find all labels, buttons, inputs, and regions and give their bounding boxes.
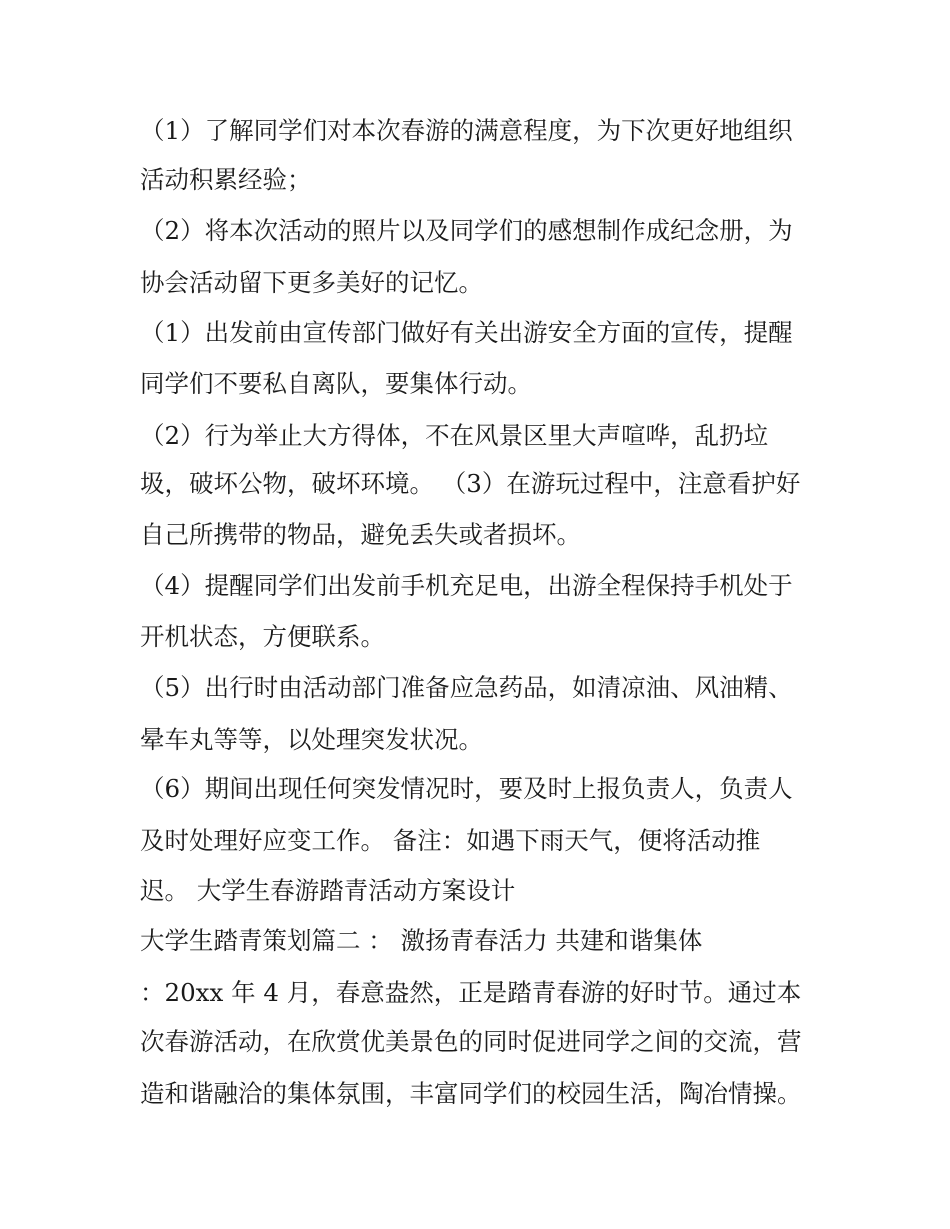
text-line: （1）出发前由宣传部门做好有关出游安全方面的宣传，提醒 bbox=[140, 318, 793, 347]
text-line: ：20xx 年 4 月，春意盎然，正是踏青春游的好时节。通过本 bbox=[140, 978, 802, 1007]
text-line: 开机状态，方便联系。 bbox=[140, 622, 385, 651]
text-line: （6）期间出现任何突发情况时，要及时上报负责人，负责人 bbox=[140, 774, 793, 803]
text-line: （1）了解同学们对本次春游的满意程度，为下次更好地组织 bbox=[140, 116, 793, 145]
text-line: 圾，破坏公物，破坏环境。 （3）在游玩过程中，注意看护好 bbox=[140, 469, 801, 498]
text-line: 造和谐融洽的集体氛围，丰富同学们的校园生活，陶冶情操。 bbox=[140, 1079, 802, 1108]
text-line: 迟。 大学生春游踏青活动方案设计 bbox=[140, 876, 516, 905]
text-line: （4）提醒同学们出发前手机充足电，出游全程保持手机处于 bbox=[140, 571, 793, 600]
text-line: 自己所携带的物品，避免丢失或者损坏。 bbox=[140, 520, 581, 549]
text-line: 协会活动留下更多美好的记忆。 bbox=[140, 268, 483, 297]
text-line: 活动积累经验； bbox=[140, 165, 312, 194]
text-line: 大学生踏青策划篇二 ： 激扬青春活力 共建和谐集体 bbox=[140, 926, 703, 955]
text-line: （2）行为举止大方得体，不在风景区里大声喧哗，乱扔垃 bbox=[140, 421, 769, 450]
text-line: （5）出行时由活动部门准备应急药品，如清凉油、风油精、 bbox=[140, 673, 793, 702]
text-line: 同学们不要私自离队，要集体行动。 bbox=[140, 369, 532, 398]
text-line: 次春游活动，在欣赏优美景色的同时促进同学之间的交流，营 bbox=[140, 1027, 802, 1056]
text-line: 及时处理好应变工作。 备注：如遇下雨天气，便将活动推 bbox=[140, 826, 761, 855]
text-line: （2）将本次活动的照片以及同学们的感想制作成纪念册，为 bbox=[140, 216, 793, 245]
text-line: 晕车丸等等，以处理突发状况。 bbox=[140, 725, 483, 754]
